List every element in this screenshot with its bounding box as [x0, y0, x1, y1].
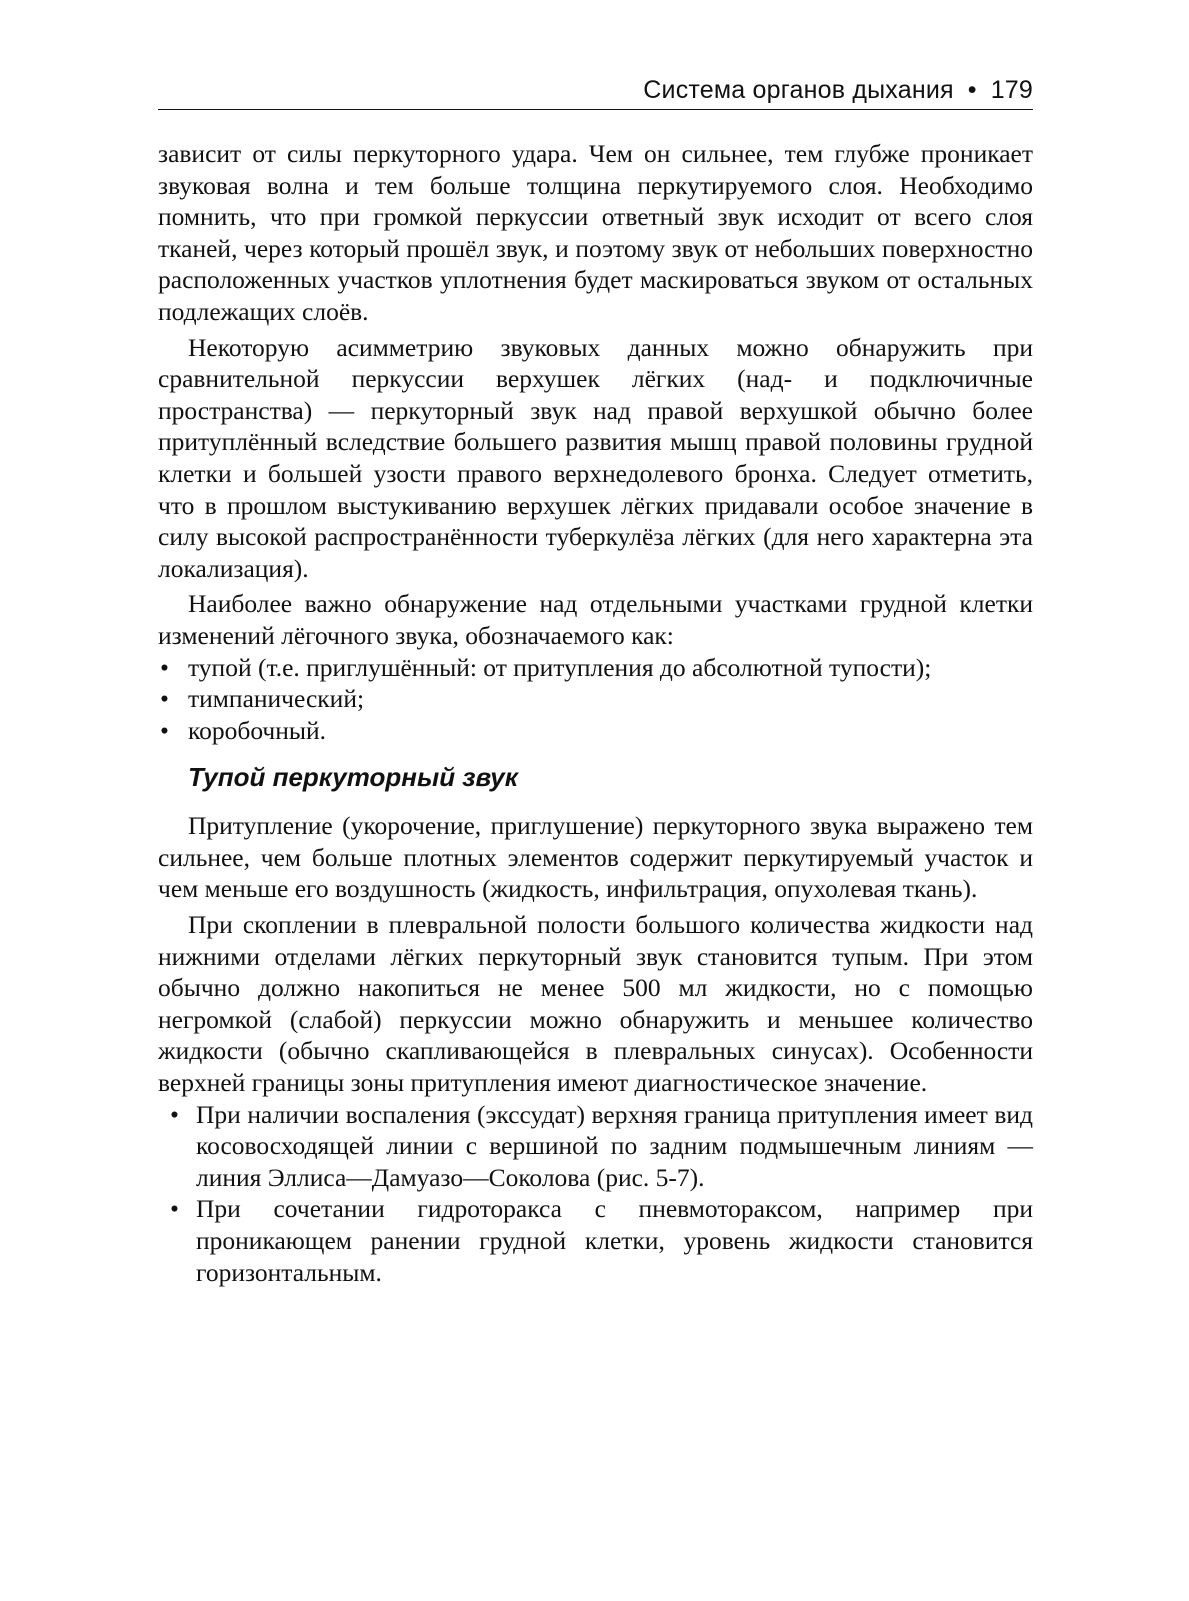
- list-item: [158, 1099, 1033, 1194]
- bullet-dot: •: [170, 1099, 179, 1129]
- section-heading: Тупой перкуторный звук: [188, 762, 518, 793]
- list-item-text: коробочный.: [188, 715, 327, 745]
- paragraph-dullness-definition: Притупление (укорочение, приглушение) перкуторного звука выражено тем сильнее, чем больше плотных элементов содержит перкутируемый участок и чем меньше его воздушность (жидкость, инфильтрация, опухолевая ткань).: [158, 811, 1033, 904]
- header-separator: •: [967, 76, 977, 104]
- sound-types-list: [158, 652, 1033, 747]
- list-item: [158, 715, 1033, 747]
- list-item-text: тупой (т.е. приглушённый: от притупления до абсолютной тупости);: [188, 652, 932, 682]
- paragraph-continued: зависит от силы перкуторного удара. Чем он сильнее, тем глубже проникает звуковая волна и тем больше толщина перкутируемого слоя. Необходимо помнить, что при громкой перкуссии ответный звук исходит от всего слоя тканей, через который прошёл звук, и поэтому звук от небольших поверхностно расположенных участков уплотнения будет маскироваться звуком от остальных подлежащих слоёв.: [158, 139, 1033, 326]
- bullet-dot: •: [160, 715, 169, 745]
- running-header: [643, 76, 1033, 105]
- bullet-dot: •: [170, 1194, 179, 1224]
- paragraph-apex-asymmetry: Некоторую асимметрию звуковых данных можно обнаружить при сравнительной перкуссии верхушек лёгких (над- и подключичные пространства) — перкуторный звук над правой верхушкой обычно более притуплённый вследствие большего развития мышц правой половины грудной клетки и большей узости правого верхнедолевого бронха. Следует отметить, что в прошлом выстукиванию верхушек лёгких придавали особое значение в силу высокой распространённости туберкулёза лёгких (для него характерна эта локализация).: [158, 332, 1033, 583]
- page-body: [158, 138, 1033, 1288]
- list-item: [158, 683, 1033, 715]
- dullness-border-list: [158, 1099, 1033, 1289]
- list-item-text: При сочетании гидроторакса с пневмотораксом, например при проникающем ранении грудной клетки, уровень жидкости становится горизонтальным.: [196, 1194, 1033, 1287]
- list-item-text: При наличии воспаления (экссудат) верхняя граница притупления имеет вид косовосходящей линии с вершиной по задним подмышечным линиям — линия Эллиса—Дамуазо—Соколова (рис. 5-7).: [196, 1099, 1033, 1192]
- paragraph-pleural-fluid: При скоплении в плевральной полости большого количества жидкости над нижними отделами лёгких перкуторный звук становится тупым. При этом обычно должно накопиться не менее 500 мл жидкости, но с помощью негромкой (слабой) перкуссии можно обнаружить и меньшее количество жидкости (обычно скапливающейся в плевральных синусах). Особенности верхней границы зоны притупления имеют диагностическое значение.: [158, 910, 1033, 1098]
- list-item-text: тимпанический;: [188, 684, 365, 714]
- bullet-dot: •: [160, 652, 169, 682]
- page-number: 179: [990, 76, 1033, 104]
- header-rule: [158, 109, 1033, 110]
- list-item: [158, 1193, 1033, 1288]
- bullet-dot: •: [160, 684, 169, 714]
- list-item: [158, 652, 1033, 684]
- paragraph-sound-changes-intro: Наиболее важно обнаружение над отдельными участками грудной клетки изменений лёгочного звука, обозначаемого как:: [158, 589, 1033, 650]
- running-title: Система органов дыхания: [643, 76, 954, 104]
